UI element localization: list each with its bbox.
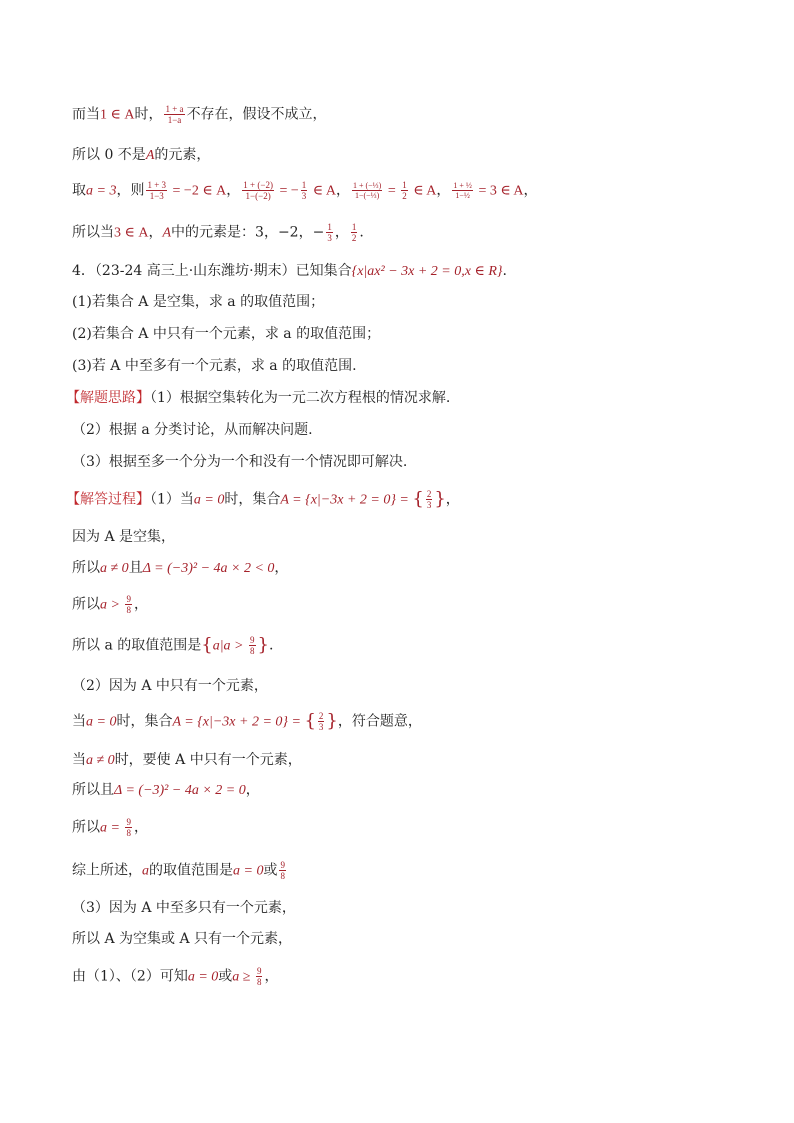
text: 所以 A 为空集或 A 只有一个元素， [72,931,293,947]
text: 综上所述， [72,862,142,879]
text: 或 [263,862,278,879]
line-22 [72,860,288,882]
math: A = {x|−3x + 2 = 0} = [280,492,413,508]
math: ∈ A [409,183,437,199]
text: 的取值范围是 [149,862,233,879]
solution-process-1 [66,489,460,511]
fraction: $\frac{1}{3}$ [301,180,307,201]
line-13 [72,527,175,547]
text: ， [436,182,451,199]
text: . [359,224,364,241]
line-23 [72,898,296,918]
fraction: $\frac{9}{8}$ [250,635,255,656]
text: ， [133,819,148,836]
line-4 [72,222,364,244]
brace: } [434,488,446,510]
text: 所以 [72,596,100,613]
text: 所以 a 的取值范围是 [72,637,202,654]
text: 时，集合 [224,491,281,508]
line-18 [72,711,422,733]
fraction: $\frac{1}{3}$ [327,222,332,243]
section-label: 【解答过程】 [66,491,150,508]
question-4-part-2 [72,324,380,344]
text: ， [334,224,349,241]
math: a = 0 [86,714,117,730]
text: . [502,263,507,279]
solution-idea [66,388,450,408]
fraction: $\frac{1}{2}$ [351,222,357,243]
math: = −2 ∈ A [169,183,227,199]
math: a = 3 [86,183,117,199]
fraction: $\frac{1 + a}{1-a}$ [165,104,184,125]
text: 时，集合 [116,713,173,730]
line-19 [72,750,302,771]
text: （1）根据空集转化为一元二次方程根的情况求解. [150,390,451,406]
text: （1）当 [150,491,194,508]
text: 时， [134,106,163,123]
math: a ≠ 0 [86,753,115,768]
question-4-part-1 [72,292,324,312]
text: ， [274,560,289,576]
solution-idea-3 [72,452,407,472]
math: = 3 ∈ A [474,183,524,199]
text: 的元素， [154,147,211,163]
text: 4．（23-24 高三上·山东潍坊·期末）已知集合 [72,263,352,279]
brace: } [326,710,338,732]
math: {x|ax² − 3x + 2 = 0,x ∈ R} [351,264,503,279]
question-4-header [72,261,507,282]
line-1 [72,104,327,126]
text: ， [445,491,460,508]
line-25 [72,966,278,988]
text: 中的元素是：3，−2，− [171,224,325,241]
text: （3）根据至多一个分为一个和没有一个情况即可解决. [72,454,408,470]
math: a [142,863,149,879]
line-3 [72,180,538,202]
text: ，符合题意， [337,713,422,730]
text: ， [245,782,260,798]
brace: { [412,488,424,510]
text: 所以当 [72,224,114,241]
math: a|a > [212,638,247,654]
math: a = 0 [233,863,264,879]
text: 所以且 [72,782,114,798]
text: (2)若集合 A 中只有一个元素，求 a 的取值范围； [72,326,381,342]
line-15 [72,594,148,616]
line-16 [72,635,273,657]
math: ∈ A [309,183,336,199]
line-21 [72,817,148,839]
fraction: $\frac{9}{8}$ [256,966,262,987]
line-2 [72,145,210,166]
text: 或 [218,968,233,985]
fraction: $\frac{\text{1 + ½}}{\text{1−½}}$ [453,181,472,200]
brace: } [257,634,269,656]
text: ， [148,224,163,241]
brace: { [304,710,316,732]
brace: { [201,634,213,656]
text: 当 [72,713,86,730]
fraction: $\frac{1 + 3}{1-3}$ [147,180,167,201]
fraction: $\frac{2}{3}$ [426,489,432,510]
fraction: $\frac{9}{8}$ [280,860,285,881]
text: （2）因为 A 中只有一个元素， [72,678,268,694]
line-20 [72,780,260,801]
math: a = 0 [193,492,225,508]
text: 所以 [72,560,100,576]
text: ， [226,182,241,199]
math: a > [100,597,124,613]
question-4-part-3 [72,356,357,376]
text: （2）根据 a 分类讨论，从而解决问题. [72,422,313,438]
math: Δ = (−3)² − 4a × 2 = 0 [114,783,246,798]
math: A [145,148,155,163]
fraction: $\frac{1 + (-2)}{1-(-2)}$ [243,180,273,201]
text: ， [133,596,148,613]
fraction: $\frac{1}{2}$ [402,180,407,201]
math: a = 0 [187,969,219,985]
math: Δ = (−3)² − 4a × 2 < 0 [142,561,275,576]
fraction: $\frac{9}{8}$ [126,817,131,838]
math: a ≠ 0 [100,561,129,576]
text: 时，要使 A 中只有一个元素， [114,752,302,768]
text: 而当 [72,106,100,123]
text: ，则 [116,182,145,199]
text: ， [523,182,538,199]
text: 由（1）、（2）可知 [72,968,188,985]
text: 当 [72,752,86,768]
math: 1 ∈ A [100,107,135,123]
solution-idea-2 [72,420,313,440]
text: 所以 0 不是 [72,147,146,163]
text: (1)若集合 A 是空集，求 a 的取值范围； [72,294,325,310]
text: ， [335,182,350,199]
text: (3)若 A 中至多有一个元素，求 a 的取值范围. [72,358,357,374]
text: . [268,637,274,654]
line-24 [72,929,292,949]
text: 因为 A 是空集， [72,529,176,545]
fraction: $\frac{\text{1 + (−⅓)}}{\text{1−(−⅓)}}$ [352,181,382,200]
math: = [384,183,400,199]
line-14 [72,558,288,579]
line-17 [72,676,268,696]
text: 且 [128,560,143,576]
math: A [162,225,172,241]
math: 3 ∈ A [114,225,149,241]
text: ， [264,968,279,985]
fraction: $\frac{9}{8}$ [126,594,131,615]
text: 不存在，假设不成立， [186,106,327,123]
text: 取 [72,182,86,199]
text: 所以 [72,819,100,836]
text: （3）因为 A 中至多只有一个元素， [72,900,296,916]
math: a ≥ [232,969,254,985]
fraction: $\frac{2}{3}$ [318,711,324,732]
math: a = [100,820,124,836]
math: A = {x|−3x + 2 = 0} = [172,714,305,730]
math: = − [275,183,299,199]
section-label: 【解题思路】 [66,390,150,406]
